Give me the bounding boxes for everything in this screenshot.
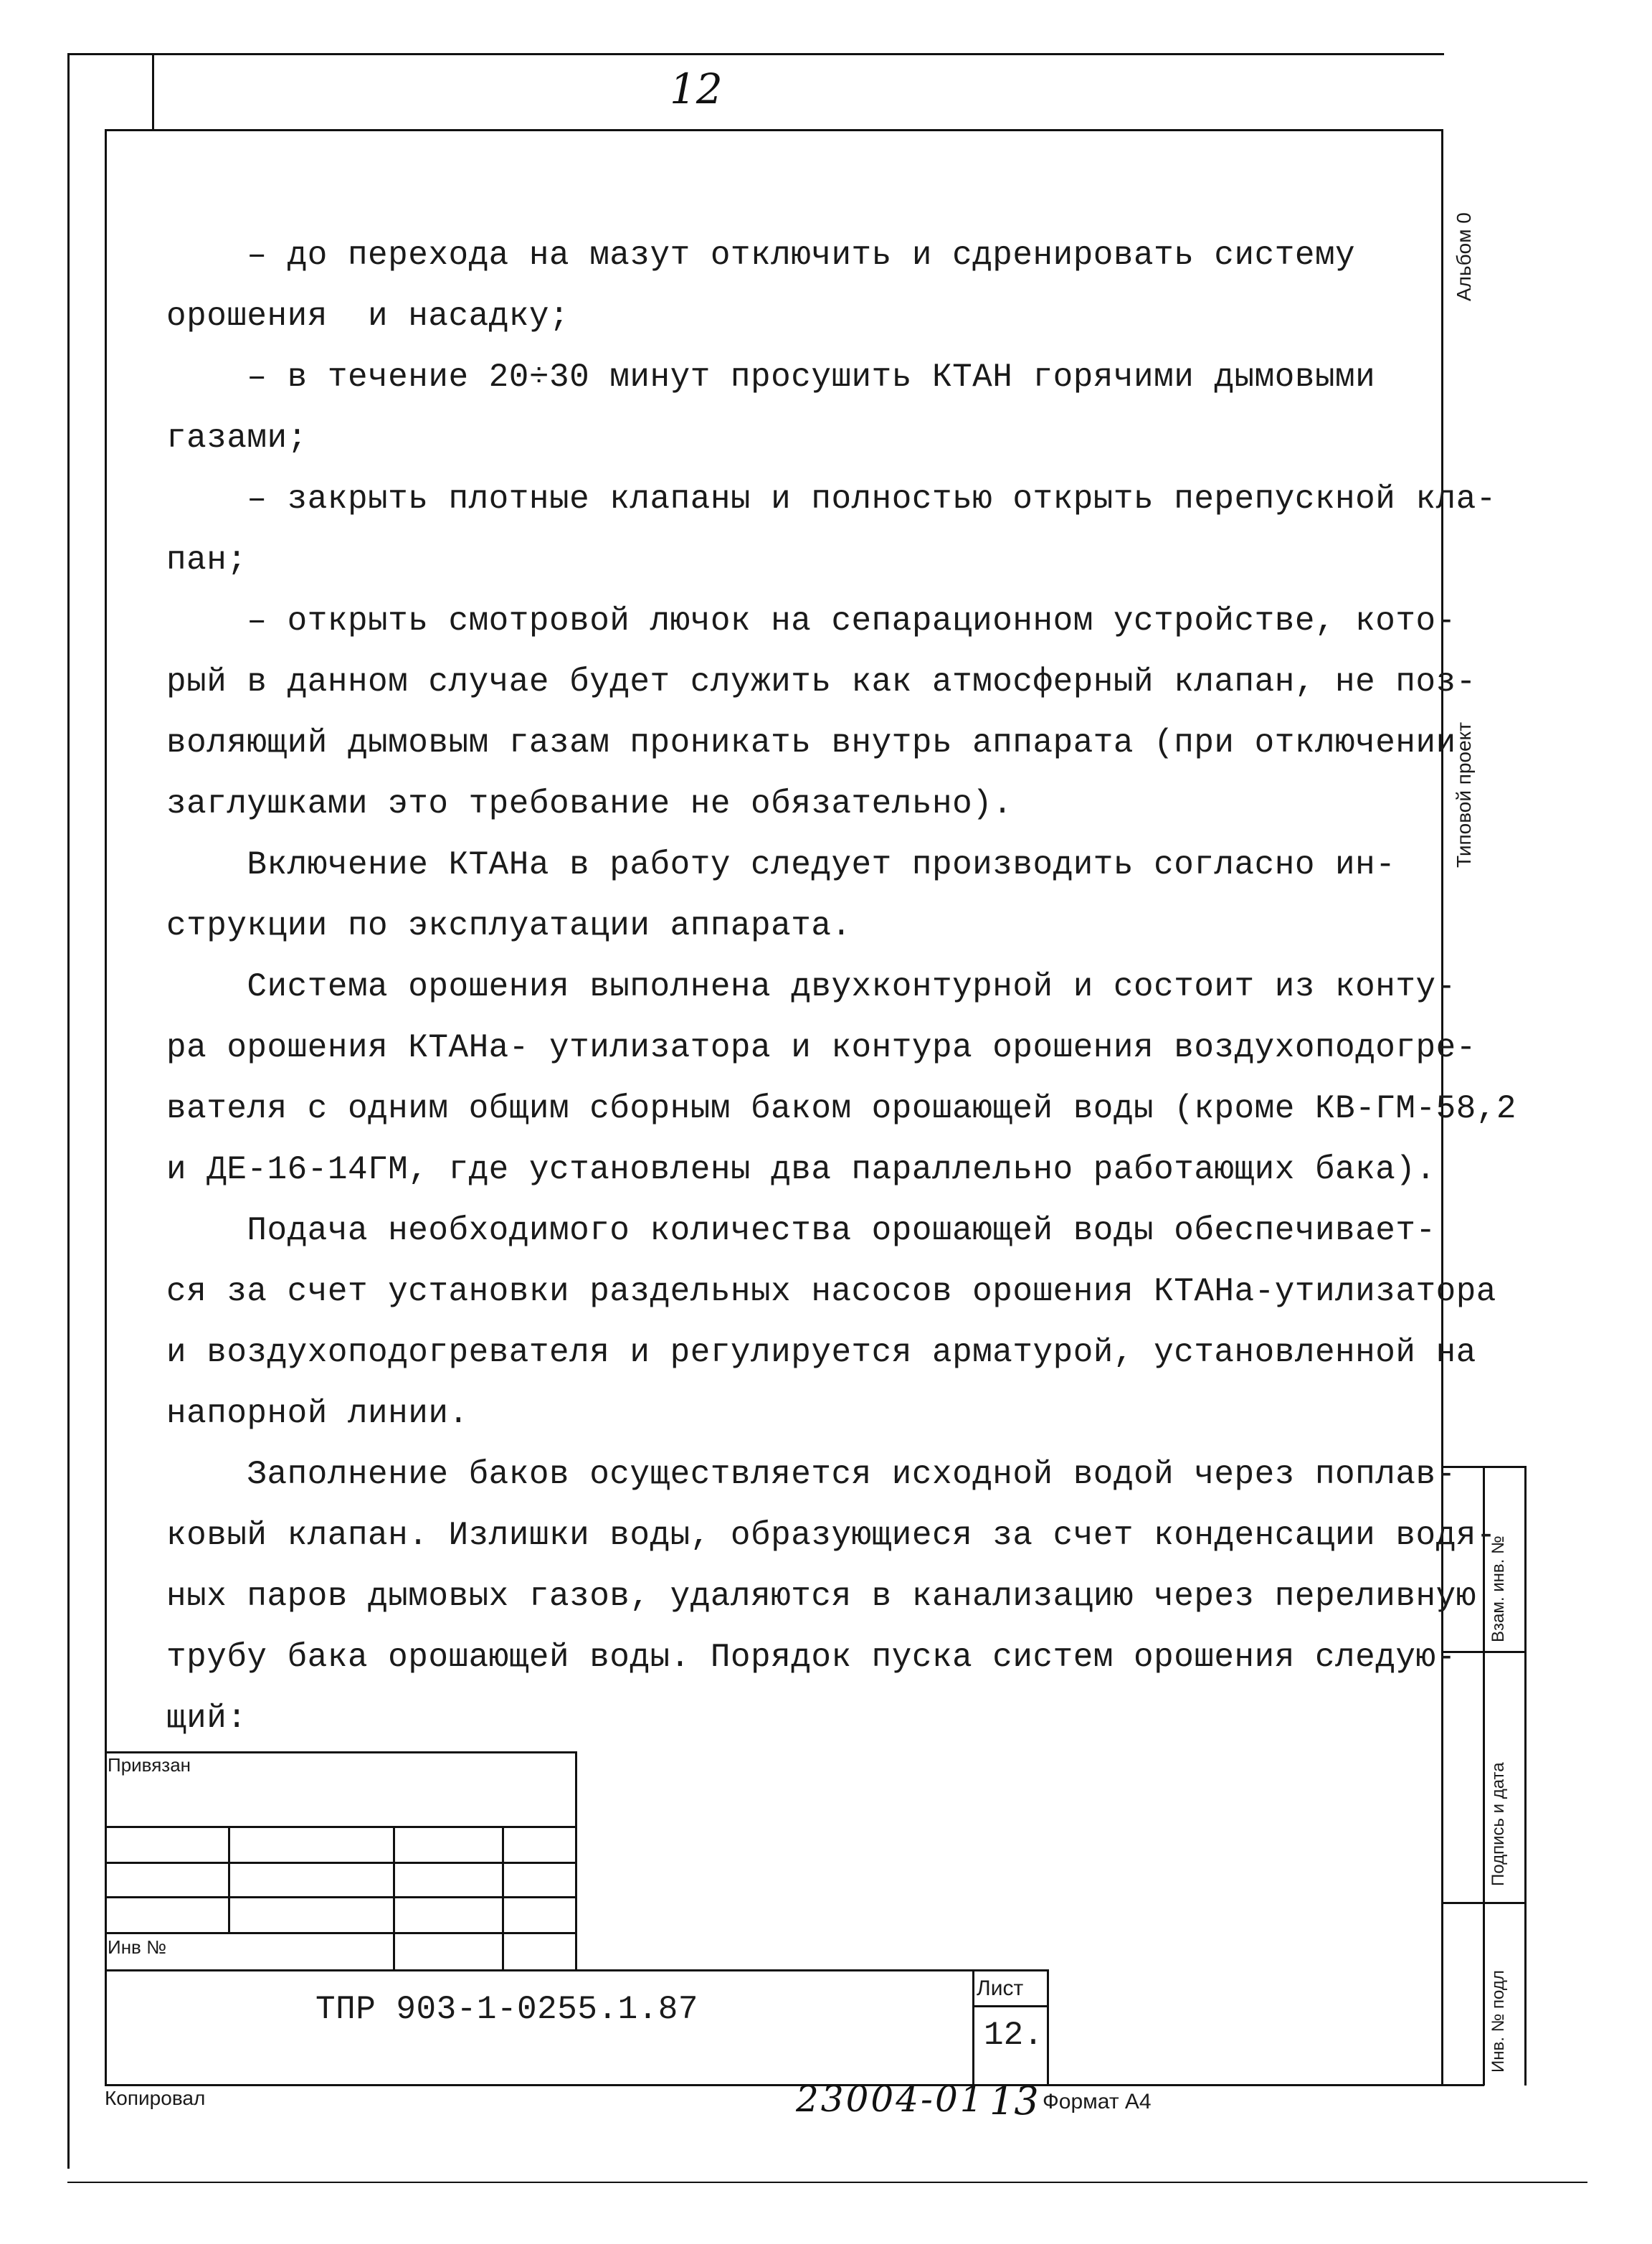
frame-bottom-outer [67,2182,1587,2183]
body-line: трубу бака орошающей воды. Порядок пуска систем орошения следую- [166,1639,1456,1676]
body-line: рый в данном случае будет служить как атмосферный клапан, не поз- [166,663,1476,701]
body-line: заглушками это требование не обязательно). [166,785,1013,823]
frame-bottom-inner [105,2084,1484,2086]
body-line: и ДЕ-16-14ГМ, где установлены два параллельно работающих бака). [166,1151,1436,1188]
copied-label: Копировал [105,2087,206,2109]
frame-top-inner [105,129,1443,131]
body-line: газами; [166,420,308,457]
margin-right-outer [1524,1466,1527,2086]
doc-code: ТПР 903-1-0255.1.87 [315,1991,698,2028]
project-label: Типовой проект [1453,721,1475,868]
body-line: Включение КТАНа в работу следует производить согласно ин- [166,846,1396,884]
sheet-number: 12. [984,2017,1043,2054]
album-label: Альбом 0 [1453,212,1475,301]
body-line: орошения и насадку; [166,298,570,335]
body-line: Система орошения выполнена двухконтурной и состоит из конту- [166,968,1456,1005]
sheet-handwritten: 13 [989,2078,1039,2124]
frame-left-outer [67,53,70,2169]
inv-label: Инв № [108,1936,166,1958]
body-line: ся за счет установки раздельных насосов орошения КТАНа-утилизатора [166,1273,1496,1310]
body-line: ковый клапан. Излишки воды, образующиеся за счет конденсации водя- [166,1517,1496,1554]
body-line: – до перехода на мазут отключить и сдренировать систему [166,237,1356,274]
body-line: щий: [166,1700,247,1737]
order-number: 23004-01 [796,2078,985,2120]
body-line: воляющий дымовым газам проникать внутрь аппарата (при отключении [166,724,1456,762]
frame-top-outer [67,53,1444,55]
stamp-original-inv: Инв. № подл [1489,1970,1508,2073]
body-line: пан; [166,541,247,579]
stamp-replaced-inv: Взам. инв. № [1489,1535,1508,1642]
stamp-signature-date: Подпись и дата [1489,1762,1508,1886]
body-line: струкции по эксплуатации аппарата. [166,907,852,945]
format-label: Формат А4 [1043,2090,1152,2113]
body-line: – открыть смотровой лючок на сепарационном устройстве, кото- [166,602,1456,640]
body-line: и воздухоподогревателя и регулируется арматурой, установленной на [166,1334,1476,1371]
body-line: ных паров дымовых газов, удаляются в канализацию через переливную [166,1578,1476,1615]
body-line: вателя с одним общим сборным баком орошающей воды (кроме КВ-ГМ-58,2 [166,1090,1517,1127]
frame-small-divider [152,53,154,129]
frame-left-inner [105,129,107,2086]
body-line: – в течение 20÷30 минут просушить КТАН горячими дымовыми [166,359,1376,396]
margin-vert-divider [1483,1466,1485,2086]
binding-title: Привязан [108,1754,191,1776]
margin-div-2 [1441,1902,1526,1904]
body-line: – закрыть плотные клапаны и полностью открыть перепускной кла- [166,480,1496,518]
body-line: Подача необходимого количества орошающей воды обеспечивает- [166,1212,1436,1249]
body-line: ра орошения КТАНа- утилизатора и контура орошения воздухоподогре- [166,1029,1476,1066]
body-line: Заполнение баков осуществляется исходной водой через поплав- [166,1456,1456,1493]
body-line: напорной линии. [166,1395,469,1432]
sheet-label: Лист [977,1976,1024,2000]
page-number: 12 [670,65,723,113]
